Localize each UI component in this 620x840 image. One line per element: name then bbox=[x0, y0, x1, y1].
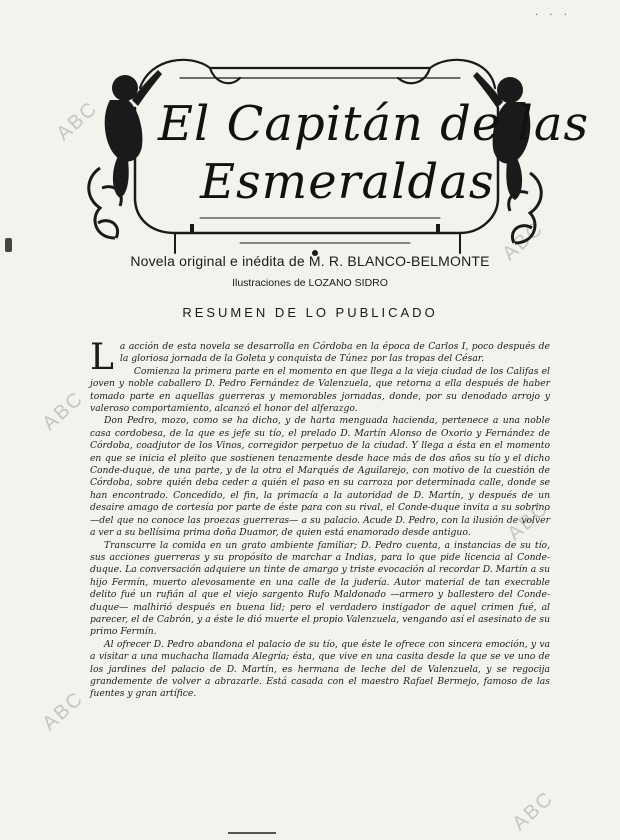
paragraph: Al ofrecer D. Pedro abandona el palacio de su tío, que éste le ofrece con sincera emoción, y va a visitar a una muchacha llamada Alegría; ésta, que vive en una casita desde la que se ve uno de los jardines del palacio de D. Martín, es hermana de leche del de Valenzuela, y se regocija grandemente de volver a abrazarle. Está casada con el maestro Rafael Bermejo, famoso de las fuentes y gran artífice. bbox=[90, 638, 550, 700]
watermark-abc: ABC bbox=[503, 497, 554, 546]
watermark-abc: ABC bbox=[498, 217, 549, 266]
paragraph-text: a acción de esta novela se desarrolla en Córdoba en la época de Carlos I, poco después de la gloriosa jornada de la Goleta y conquista de Túnez por las tropas del César. bbox=[119, 341, 550, 365]
ornamental-header-illustration bbox=[80, 48, 550, 258]
watermark-abc: ABC bbox=[508, 787, 559, 836]
paragraph: Don Pedro, mozo, como se ha dicho, y de harta menguada hacienda, pertenece a una noble casa cordobesa, de la que es jefe su tío, el prelado D. Martín Alonso de Oxorio y Fernández de Córdoba, coadjutor de los Vinos, corregidor perpetuo de la ciudad. Y llega a ésta en el momento en que se inicia el pleito que sostienen tenazmente desde hace más de dos años su tío y el dicho Conde-duque, de una parte, y de la otra el Marqués de Aguilarejo, con motivo de la cuestión de Córdoba, sobre quién deba ceder a quién el paso en su carroza por determinada calle, donde se han encontrado. Concedido, el fin, la primacía a la autoridad de D. Martín, y después de un desaire amago de cortesía por parte de éste para con su rival, el Conde-duque invita a su sobrino —del que no conoce las proezas guerreras— a su palacio. Acude D. Pedro, con la ilusión de volver a ver a su bellísima prima doña Duamor, de quien está enamorado desde antiguo. bbox=[90, 415, 550, 539]
author-byline: Novela original e inédita de M. R. BLANCO-BELMONTE bbox=[130, 253, 490, 269]
article-body bbox=[90, 337, 550, 701]
margin-dots: · · · bbox=[535, 10, 571, 21]
paragraph: Transcurre la comida en un grato ambiente familiar; D. Pedro cuenta, a instancias de su tío, sus acciones guerreras y su propósito de marchar a Indias, para lo que pide licencia al Conde-duque. La conversación adquiere un tinte de amargo y triste evocación al recordar D. Martín a su hijo Fermín, muerto alevosamente en una calle de la judería. Autor material de tan execrable delito fué un rufián al que el viejo sargento Rufo Maldonado —armero y ballestero del Conde-duque— malhirió después en buena lid; pero el verdadero instigador de aquel crimen fué, al parecer, el de Cabrón, y a éste le dió muerte el propio Valenzuela, vengando así el asesinato de su primo Fermín. bbox=[90, 539, 550, 638]
illustrator-byline: Ilustraciones de LOZANO SIDRO bbox=[232, 277, 388, 289]
margin-mark bbox=[5, 238, 12, 252]
watermark-abc: ABC bbox=[38, 687, 89, 736]
drop-cap: L bbox=[90, 337, 114, 378]
section-heading: RESUMEN DE LO PUBLICADO bbox=[182, 305, 438, 320]
paragraph bbox=[90, 337, 550, 378]
watermark-abc: ABC bbox=[38, 387, 89, 436]
footer-rule bbox=[228, 832, 276, 834]
paragraph: Comienza la primera parte en el momento en que llega a la vieja ciudad de los Califas el joven y noble caballero D. Pedro Fernández de Valenzuela, que retorna a ella después de haber tomado parte en aquellas guerreras y memorables jornadas, donde, por su denodado arrojo y valeroso comportamiento, alcanzó el honor del alferazgo. bbox=[90, 365, 550, 415]
title-line-1: El Capitán de las bbox=[158, 96, 590, 152]
title-line-2: Esmeraldas bbox=[200, 154, 495, 210]
watermark-abc: ABC bbox=[52, 97, 103, 146]
